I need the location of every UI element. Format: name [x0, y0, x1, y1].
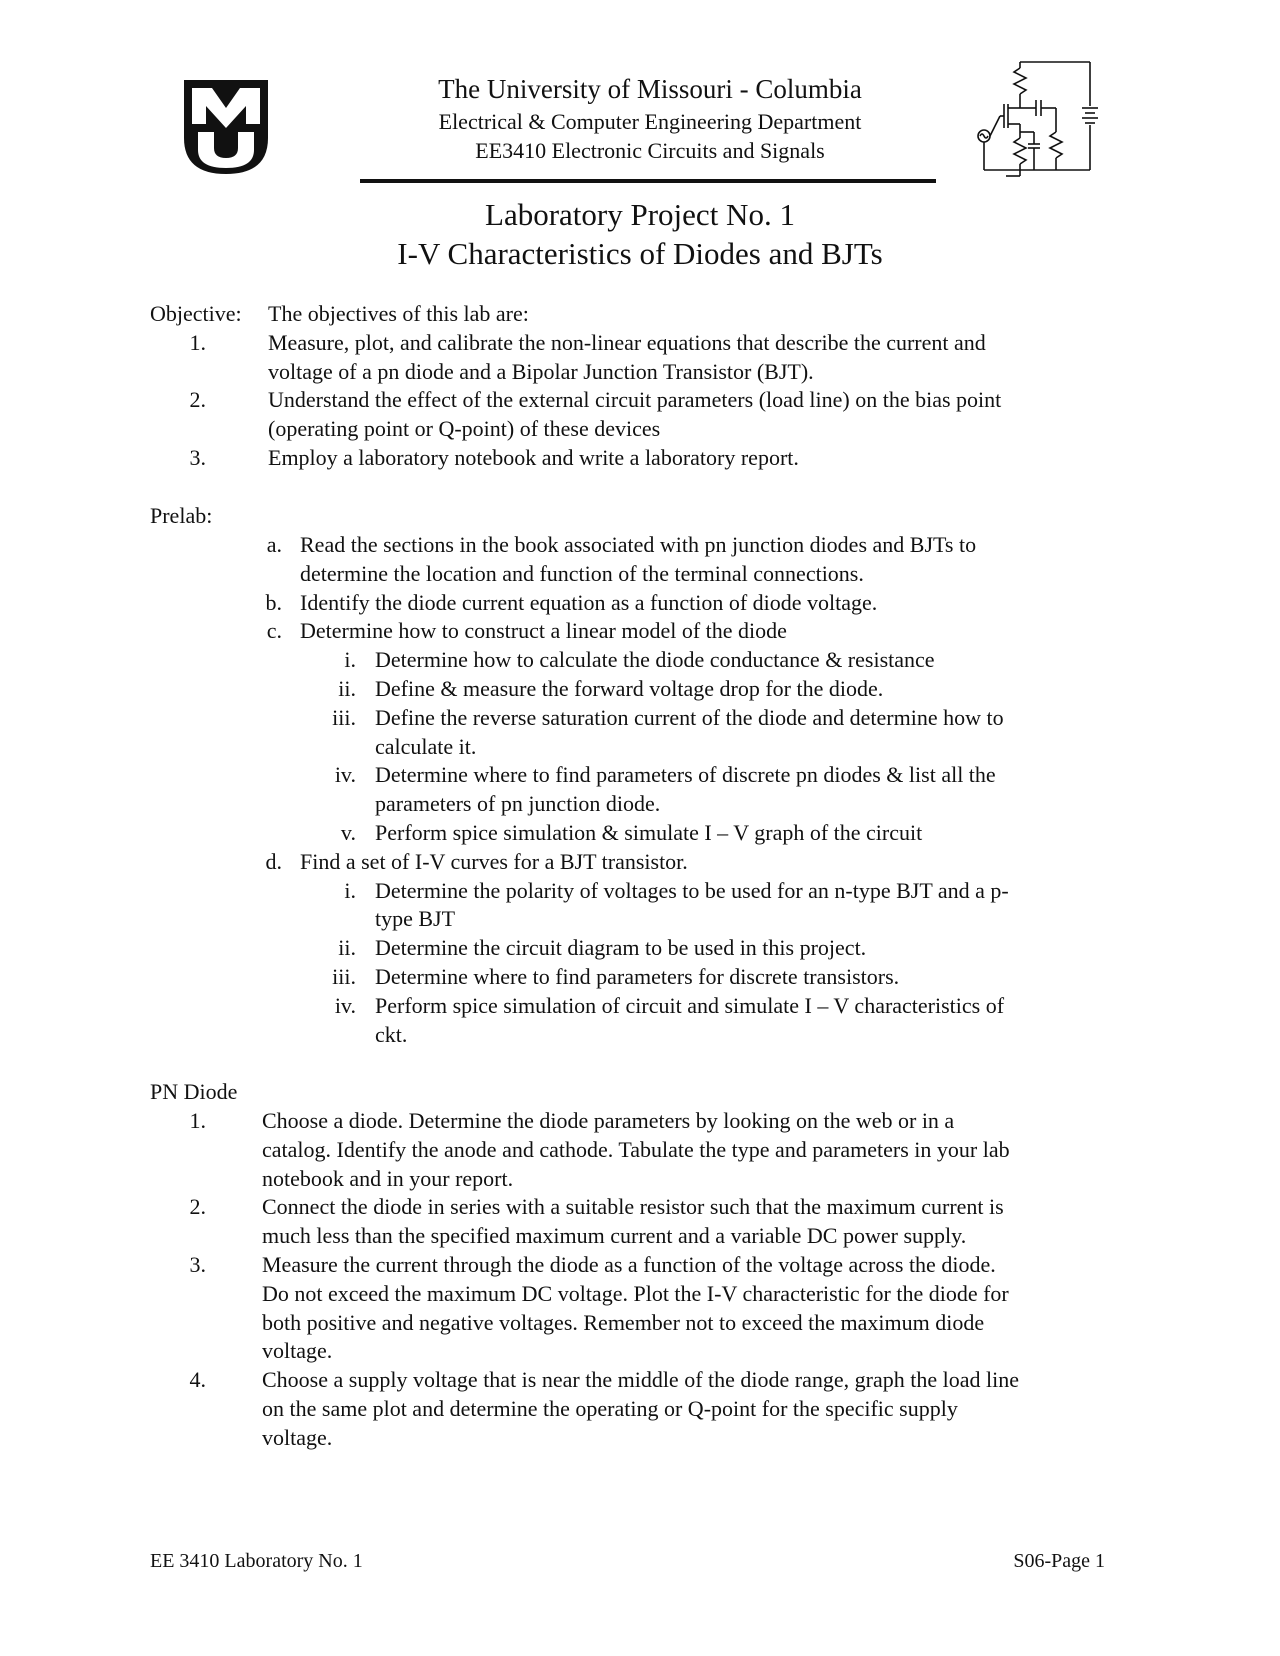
- list-item-line: Determine how to calculate the diode conductance & resistance: [375, 647, 935, 673]
- list-item-line: notebook and in your report.: [262, 1165, 514, 1191]
- department-name: Electrical & Computer Engineering Department: [438, 109, 862, 134]
- list-item-line: Employ a laboratory notebook and write a laboratory report.: [268, 445, 799, 470]
- list-letter: a.: [266, 532, 282, 557]
- list-number: 3.: [189, 1252, 206, 1277]
- list-item-line: catalog. Identify the anode and cathode. Tabulate the type and parameters in your lab: [262, 1136, 1010, 1162]
- list-item-line: Choose a diode. Determine the diode parameters by looking on the web or in a: [262, 1108, 955, 1133]
- list-roman: ii.: [338, 676, 356, 701]
- footer-page-number: S06-Page 1: [1013, 1550, 1105, 1572]
- list-letter: c.: [266, 618, 282, 644]
- header-divider: [360, 179, 936, 183]
- list-item-line: Determine the circuit diagram to be used in this project.: [375, 935, 867, 961]
- list-letter: b.: [265, 589, 282, 615]
- list-item-line: determine the location and function of the terminal connections.: [300, 560, 864, 586]
- list-item-line: Define & measure the forward voltage drop for the diode.: [375, 676, 884, 701]
- list-item-line: Understand the effect of the external circuit parameters (load line) on the bias point: [268, 387, 1002, 413]
- list-item-line: Measure, plot, and calibrate the non-linear equations that describe the current and: [268, 329, 986, 355]
- list-number: 1.: [189, 329, 206, 355]
- list-roman: i.: [344, 877, 356, 903]
- list-item-line: Read the sections in the book associated with pn junction diodes and BJTs to: [300, 532, 977, 557]
- list-roman: ii.: [338, 935, 356, 961]
- footer-left: EE 3410 Laboratory No. 1: [150, 1550, 363, 1572]
- list-item-line: ckt.: [375, 1021, 408, 1047]
- list-number: 3.: [189, 445, 206, 470]
- list-item-line: Measure the current through the diode as a function of the voltage across the diode.: [262, 1252, 996, 1277]
- objective-label: Objective:: [150, 301, 242, 326]
- list-letter: d.: [265, 848, 282, 874]
- document-title: Laboratory Project No. 1: [485, 197, 795, 232]
- list-number: 2.: [189, 387, 206, 413]
- list-item-line: Perform spice simulation & simulate I – V graph of the circuit: [375, 820, 923, 845]
- list-item-line: voltage.: [262, 1424, 333, 1450]
- list-item-line: Identify the diode current equation as a function of diode voltage.: [300, 589, 878, 615]
- university-name: The University of Missouri - Columbia: [438, 74, 862, 104]
- list-item-line: Determine where to find parameters of discrete pn diodes & list all the: [375, 762, 996, 788]
- list-item-line: Choose a supply voltage that is near the middle of the diode range, graph the load line: [262, 1367, 1019, 1393]
- list-number: 2.: [189, 1194, 206, 1220]
- list-number: 4.: [189, 1367, 206, 1393]
- list-item-line: voltage.: [262, 1338, 333, 1364]
- list-roman: iii.: [332, 964, 356, 989]
- objective-intro: The objectives of this lab are:: [268, 301, 529, 326]
- list-item-line: calculate it.: [375, 733, 477, 759]
- list-roman: iv.: [334, 762, 356, 788]
- pn-diode-label: PN Diode: [150, 1079, 238, 1104]
- list-item-line: type BJT: [375, 906, 456, 932]
- list-roman: iv.: [334, 992, 356, 1018]
- list-item-line: Perform spice simulation of circuit and simulate I – V characteristics of: [375, 992, 1005, 1018]
- list-item-line: parameters of pn junction diode.: [375, 791, 661, 817]
- list-item-line: Determine how to construct a linear model of the diode: [300, 618, 787, 644]
- list-item-line: Define the reverse saturation current of the diode and determine how to: [375, 704, 1004, 730]
- list-item-line: much less than the specified maximum current and a variable DC power supply.: [262, 1223, 967, 1249]
- list-item-line: (operating point or Q-point) of these devices: [268, 416, 661, 442]
- document-subtitle: I-V Characteristics of Diodes and BJTs: [397, 236, 883, 271]
- list-item-line: Connect the diode in series with a suitable resistor such that the maximum current is: [262, 1194, 1004, 1220]
- list-item-line: Determine the polarity of voltages to be used for an n-type BJT and a p-: [375, 877, 1009, 903]
- list-roman: i.: [344, 647, 356, 673]
- prelab-label: Prelab:: [150, 503, 213, 528]
- list-item-line: on the same plot and determine the operating or Q-point for the specific supply: [262, 1396, 958, 1421]
- amplifier-circuit-icon: [970, 58, 1100, 188]
- list-item-line: voltage of a pn diode and a Bipolar Junction Transistor (BJT).: [268, 358, 814, 384]
- list-item-line: Determine where to find parameters for discrete transistors.: [375, 964, 900, 989]
- list-item-line: Find a set of I-V curves for a BJT transistor.: [300, 848, 688, 874]
- list-roman: iii.: [332, 704, 356, 730]
- list-item-line: Do not exceed the maximum DC voltage. Plot the I-V characteristic for the diode for: [262, 1280, 1009, 1306]
- list-item-line: both positive and negative voltages. Remember not to exceed the maximum diode: [262, 1309, 985, 1335]
- mu-logo-icon: [182, 78, 270, 176]
- course-name: EE3410 Electronic Circuits and Signals: [475, 138, 825, 163]
- list-roman: v.: [340, 820, 356, 845]
- list-number: 1.: [189, 1108, 206, 1133]
